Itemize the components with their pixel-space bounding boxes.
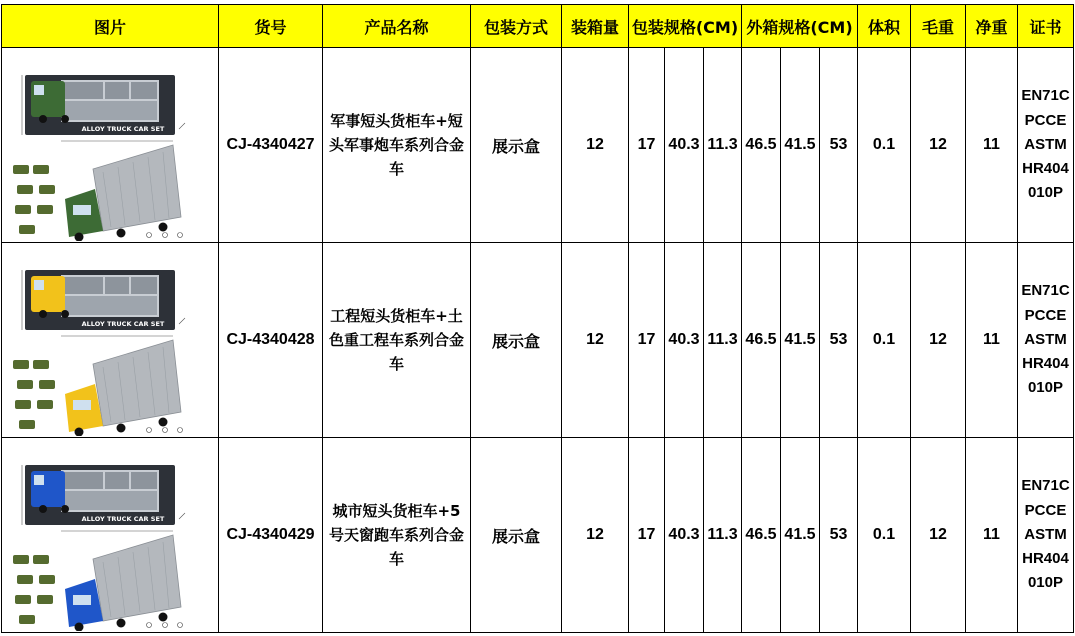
volume: 0.1 [858,243,911,438]
pack-height: 11.3 [704,243,742,438]
header-gross-weight: 毛重 [911,5,966,48]
table-row [2,438,1074,633]
header-volume: 体积 [858,5,911,48]
item-code: CJ-4340428 [219,243,323,438]
header-cert: 证书 [1018,5,1074,48]
carton-height: 53 [820,48,858,243]
pack-length: 17 [629,48,665,243]
carton-quantity: 12 [562,243,629,438]
header-net-weight: 净重 [966,5,1018,48]
product-name: 工程短头货柜车+土色重工程车系列合金车 [323,243,471,438]
gross-weight: 12 [911,48,966,243]
carton-width: 41.5 [781,48,820,243]
pack-length: 17 [629,243,665,438]
volume: 0.1 [858,438,911,633]
carton-length: 46.5 [742,438,781,633]
product-image [2,438,219,633]
pack-height: 11.3 [704,48,742,243]
gross-weight: 12 [911,243,966,438]
svg-text:ALLOY TRUCK CAR SET: ALLOY TRUCK CAR SET [81,125,164,133]
packing-method: 展示盒 [471,243,562,438]
volume: 0.1 [858,48,911,243]
carton-height: 53 [820,243,858,438]
carton-height: 53 [820,438,858,633]
certificates: EN71CPCCEASTMHR404010P [1018,438,1074,633]
pack-width: 40.3 [665,48,704,243]
carton-width: 41.5 [781,243,820,438]
packing-method: 展示盒 [471,438,562,633]
pack-width: 40.3 [665,438,704,633]
product-name: 军事短头货柜车+短头军事炮车系列合金车 [323,48,471,243]
header-qty: 装箱量 [562,5,629,48]
pack-length: 17 [629,438,665,633]
header-name: 产品名称 [323,5,471,48]
truck-set-illustration [3,49,218,241]
net-weight: 11 [966,243,1018,438]
header-pack-size: 包装规格(CM) [629,5,742,48]
table-row [2,48,1074,243]
net-weight: 11 [966,438,1018,633]
product-photo [3,49,218,241]
carton-quantity: 12 [562,48,629,243]
item-code: CJ-4340427 [219,48,323,243]
packing-method: 展示盒 [471,48,562,243]
carton-length: 46.5 [742,48,781,243]
gross-weight: 12 [911,438,966,633]
product-photo [3,439,218,631]
header-packing: 包装方式 [471,5,562,48]
header-row [2,5,1074,48]
truck-set-illustration [3,439,218,631]
header-image: 图片 [2,5,219,48]
product-image [2,243,219,438]
header-carton-size: 外箱规格(CM) [742,5,858,48]
product-photo [3,244,218,436]
pack-width: 40.3 [665,243,704,438]
product-table [1,4,1074,633]
svg-text:ALLOY TRUCK CAR SET: ALLOY TRUCK CAR SET [81,320,164,328]
carton-quantity: 12 [562,438,629,633]
product-image [2,48,219,243]
certificates: EN71CPCCEASTMHR404010P [1018,243,1074,438]
svg-text:ALLOY TRUCK CAR SET: ALLOY TRUCK CAR SET [81,515,164,523]
pack-height: 11.3 [704,438,742,633]
certificates: EN71CPCCEASTMHR404010P [1018,48,1074,243]
header-code: 货号 [219,5,323,48]
item-code: CJ-4340429 [219,438,323,633]
truck-set-illustration [3,244,218,436]
carton-width: 41.5 [781,438,820,633]
net-weight: 11 [966,48,1018,243]
table-row [2,243,1074,438]
product-name: 城市短头货柜车+5号天窗跑车系列合金车 [323,438,471,633]
carton-length: 46.5 [742,243,781,438]
